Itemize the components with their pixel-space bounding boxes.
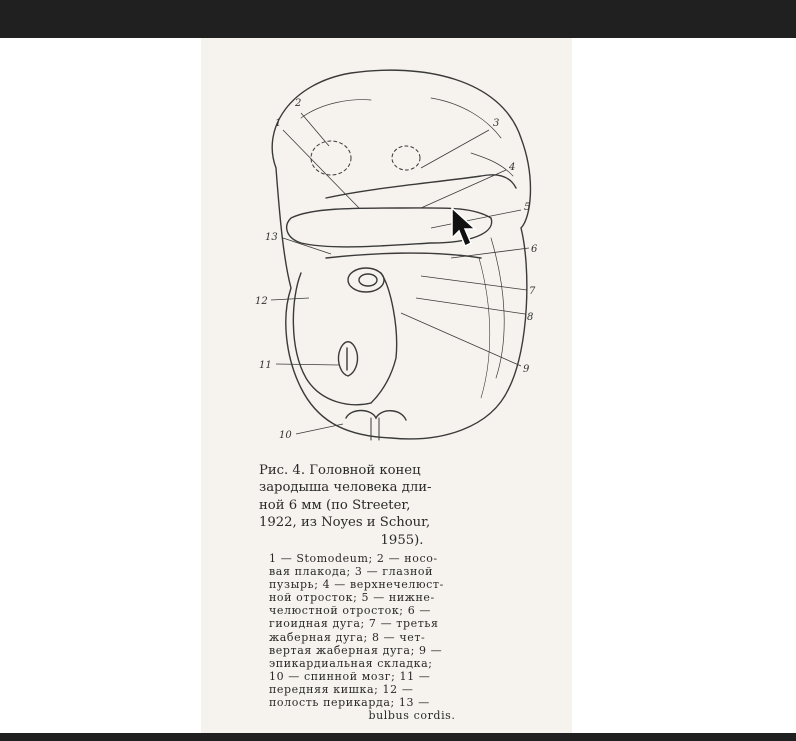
callout-5: 5: [524, 202, 531, 213]
caption-line: 1955).: [380, 532, 424, 548]
legend-line: 1 — Stomodeum; 2 — носо-: [269, 552, 438, 565]
legend-line: челюстной отросток; 6 —: [269, 604, 431, 618]
legend-line: 10 — спинной мозг; 11 —: [269, 669, 431, 683]
viewer-bottom-bar: [0, 733, 796, 741]
callout-2: 2: [295, 98, 302, 109]
mouse-pointer-icon: [450, 206, 478, 250]
callout-12: 12: [255, 296, 268, 307]
legend-line: гиоидная дуга; 7 — третья: [269, 617, 439, 631]
callout-6: 6: [531, 244, 538, 255]
legend-line: ной отросток; 5 — нижне-: [269, 591, 435, 605]
legend-line: пузырь; 4 — верхнечелюст-: [269, 578, 444, 592]
legend-line: полость перикарда; 13 —: [269, 696, 430, 710]
callout-1: 1: [275, 118, 282, 129]
legend-line: вертая жаберная дуга; 9 —: [269, 643, 443, 657]
caption-line: 1922, из Noyes и Schour,: [259, 515, 431, 531]
callout-7: 7: [529, 286, 536, 297]
callout-3: 3: [493, 118, 500, 129]
legend-line: эпикардиальная складка;: [269, 656, 433, 670]
legend-line: bulbus cordis.: [368, 709, 456, 723]
callout-10: 10: [279, 430, 292, 441]
callout-9: 9: [523, 364, 530, 375]
legend-line: жаберная дуга; 8 — чет-: [269, 630, 426, 644]
figure-legend: [269, 552, 555, 722]
callout-13: 13: [265, 232, 278, 243]
caption-line: Рис. 4. Головной конец: [259, 463, 421, 478]
legend-line: передняя кишка; 12 —: [269, 682, 414, 696]
callout-4: 4: [509, 162, 516, 173]
document-page: [201, 38, 572, 733]
callout-11: 11: [259, 360, 272, 371]
caption-line: ной 6 мм (по Streeter,: [259, 497, 411, 513]
figure-caption: [259, 462, 545, 549]
embryo-illustration: [231, 58, 551, 473]
legend-line: вая плакода; 3 — глазной: [269, 565, 434, 579]
caption-line: зародыша человека дли-: [259, 480, 432, 496]
viewer-top-bar: [0, 0, 796, 38]
callout-8: 8: [527, 312, 534, 323]
